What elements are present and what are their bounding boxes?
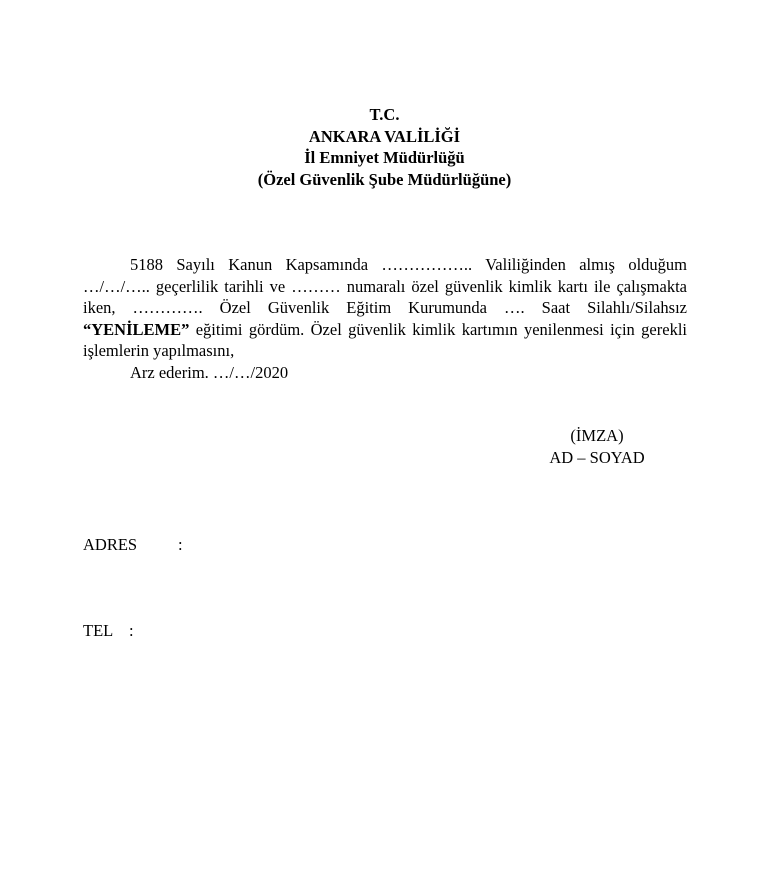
document-body (83, 254, 687, 383)
phone-colon: : (129, 621, 134, 640)
address-field (83, 534, 183, 556)
signature-imza: (İMZA) (570, 426, 624, 445)
address-label: ADRES (83, 535, 138, 554)
phone-field (83, 620, 134, 642)
document-header (0, 104, 769, 190)
signature-name: AD – SOYAD (549, 447, 645, 467)
phone-label: TEL (83, 621, 114, 640)
header-sube: (Özel Güvenlik Şube Müdürlüğüne) (257, 169, 512, 189)
paragraph-text-end: eğitimi gördüm. Özel güvenlik kimlik kartımın yenilenmesi için gerekli işlemlerin yapılmasını, (83, 319, 687, 360)
paragraph-text-start: 5188 Sayılı Kanun Kapsamında …………….. Valiliğinden almış olduğum …/…/….. geçerlilik tarihli ve ……… numaralı özel güvenlik kimlik kartı ile çalışmakta iken, …………. Özel Güvenlik Eğitim Kurumunda …. Saat Silahlı/Silahsız (83, 255, 687, 317)
header-valilik: ANKARA VALİLİĞİ (308, 126, 461, 146)
address-colon: : (178, 535, 183, 554)
closing-line: Arz ederim. …/…/2020 (130, 362, 289, 382)
paragraph-emphasis: “YENİLEME” (83, 319, 190, 339)
header-emniyet: İl Emniyet Müdürlüğü (304, 148, 465, 167)
header-tc: T.C. (369, 105, 400, 124)
signature-block (525, 425, 669, 468)
request-paragraph (83, 254, 687, 362)
